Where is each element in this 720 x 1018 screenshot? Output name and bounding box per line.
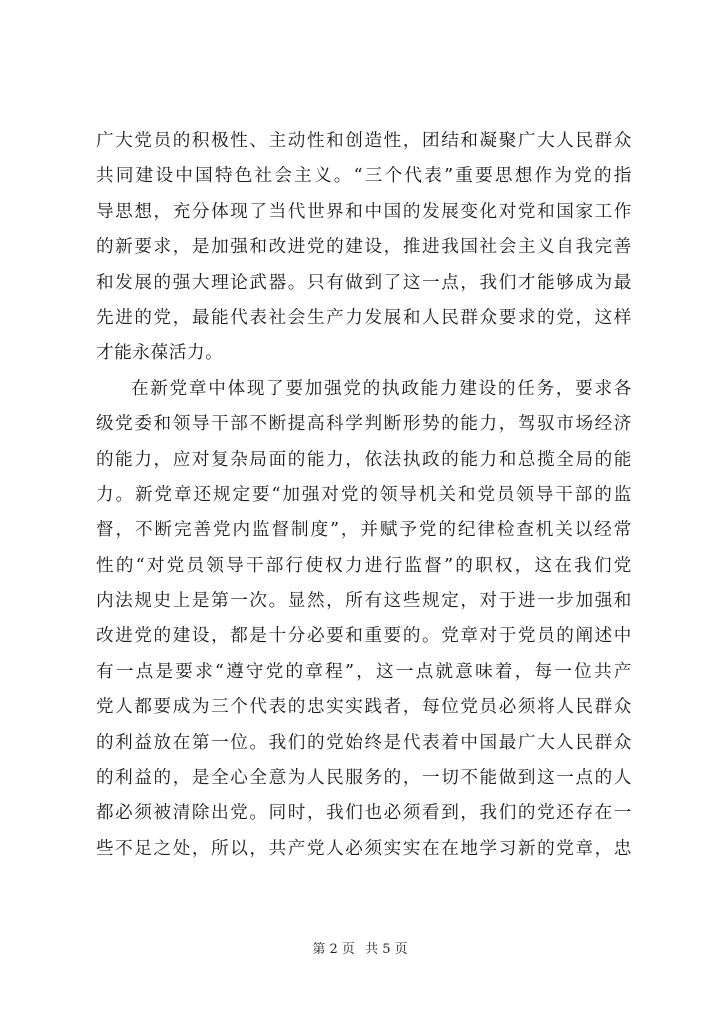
text-line: 督，不断完善党内监督制度”，并赋予党的纪律检查机关以经常 — [96, 520, 632, 541]
text-line: 改进党的建设，都是十分必要和重要的。党章对于党员的阐述中 — [96, 626, 632, 647]
text-line: 才能永葆活力。 — [96, 343, 224, 364]
text-line: 党人都要成为三个代表的忠实实践者，每位党员必须将人民群众 — [96, 697, 632, 718]
text-line: 共同建设中国特色社会主义。“三个代表”重要思想作为党的指 — [96, 166, 632, 187]
page-total: 共 5 页 — [365, 942, 408, 957]
page-footer — [0, 938, 720, 957]
text-line: 的新要求，是加强和改进党的建设，推进我国社会主义自我完善 — [96, 237, 632, 258]
text-line: 性的“对党员领导干部行使权力进行监督”的职权，这在我们党 — [96, 555, 632, 576]
text-line: 有一点是要求“遵守党的章程”，这一点就意味着，每一位共产 — [96, 661, 632, 682]
text-line: 的利益的，是全心全意为人民服务的，一切不能做到这一点的人 — [96, 768, 632, 789]
text-line: 导思想，充分体现了当代世界和中国的发展变化对党和国家工作 — [96, 201, 632, 222]
text-line: 先进的党，最能代表社会生产力发展和人民群众要求的党，这样 — [96, 307, 632, 328]
text-line: 的利益放在第一位。我们的党始终是代表着中国最广大人民群众 — [96, 732, 632, 753]
text-line: 广大党员的积极性、主动性和创造性，团结和凝聚广大人民群众 — [96, 131, 632, 151]
text-line: 内法规史上是第一次。显然，所有这些规定，对于进一步加强和 — [96, 591, 632, 612]
text-line: 的能力，应对复杂局面的能力，依法执政的能力和总揽全局的能 — [96, 449, 632, 470]
text-line: 力。新党章还规定要“加强对党的领导机关和党员领导干部的监 — [96, 484, 632, 505]
text-line: 和发展的强大理论武器。只有做到了这一点，我们才能够成为最 — [96, 272, 632, 293]
text-line: 在新党章中体现了要加强党的执政能力建设的任务，要求各 — [131, 378, 632, 399]
page-number: 第 2 页 — [312, 942, 355, 957]
body-text — [96, 124, 632, 867]
text-line: 些不足之处，所以，共产党人必须实实在在地学习新的党章，忠 — [96, 838, 632, 859]
text-line: 级党委和领导干部不断提高科学判断形势的能力，驾驭市场经济 — [96, 414, 632, 435]
text-line: 都必须被清除出党。同时，我们也必须看到，我们的党还存在一 — [96, 803, 632, 824]
